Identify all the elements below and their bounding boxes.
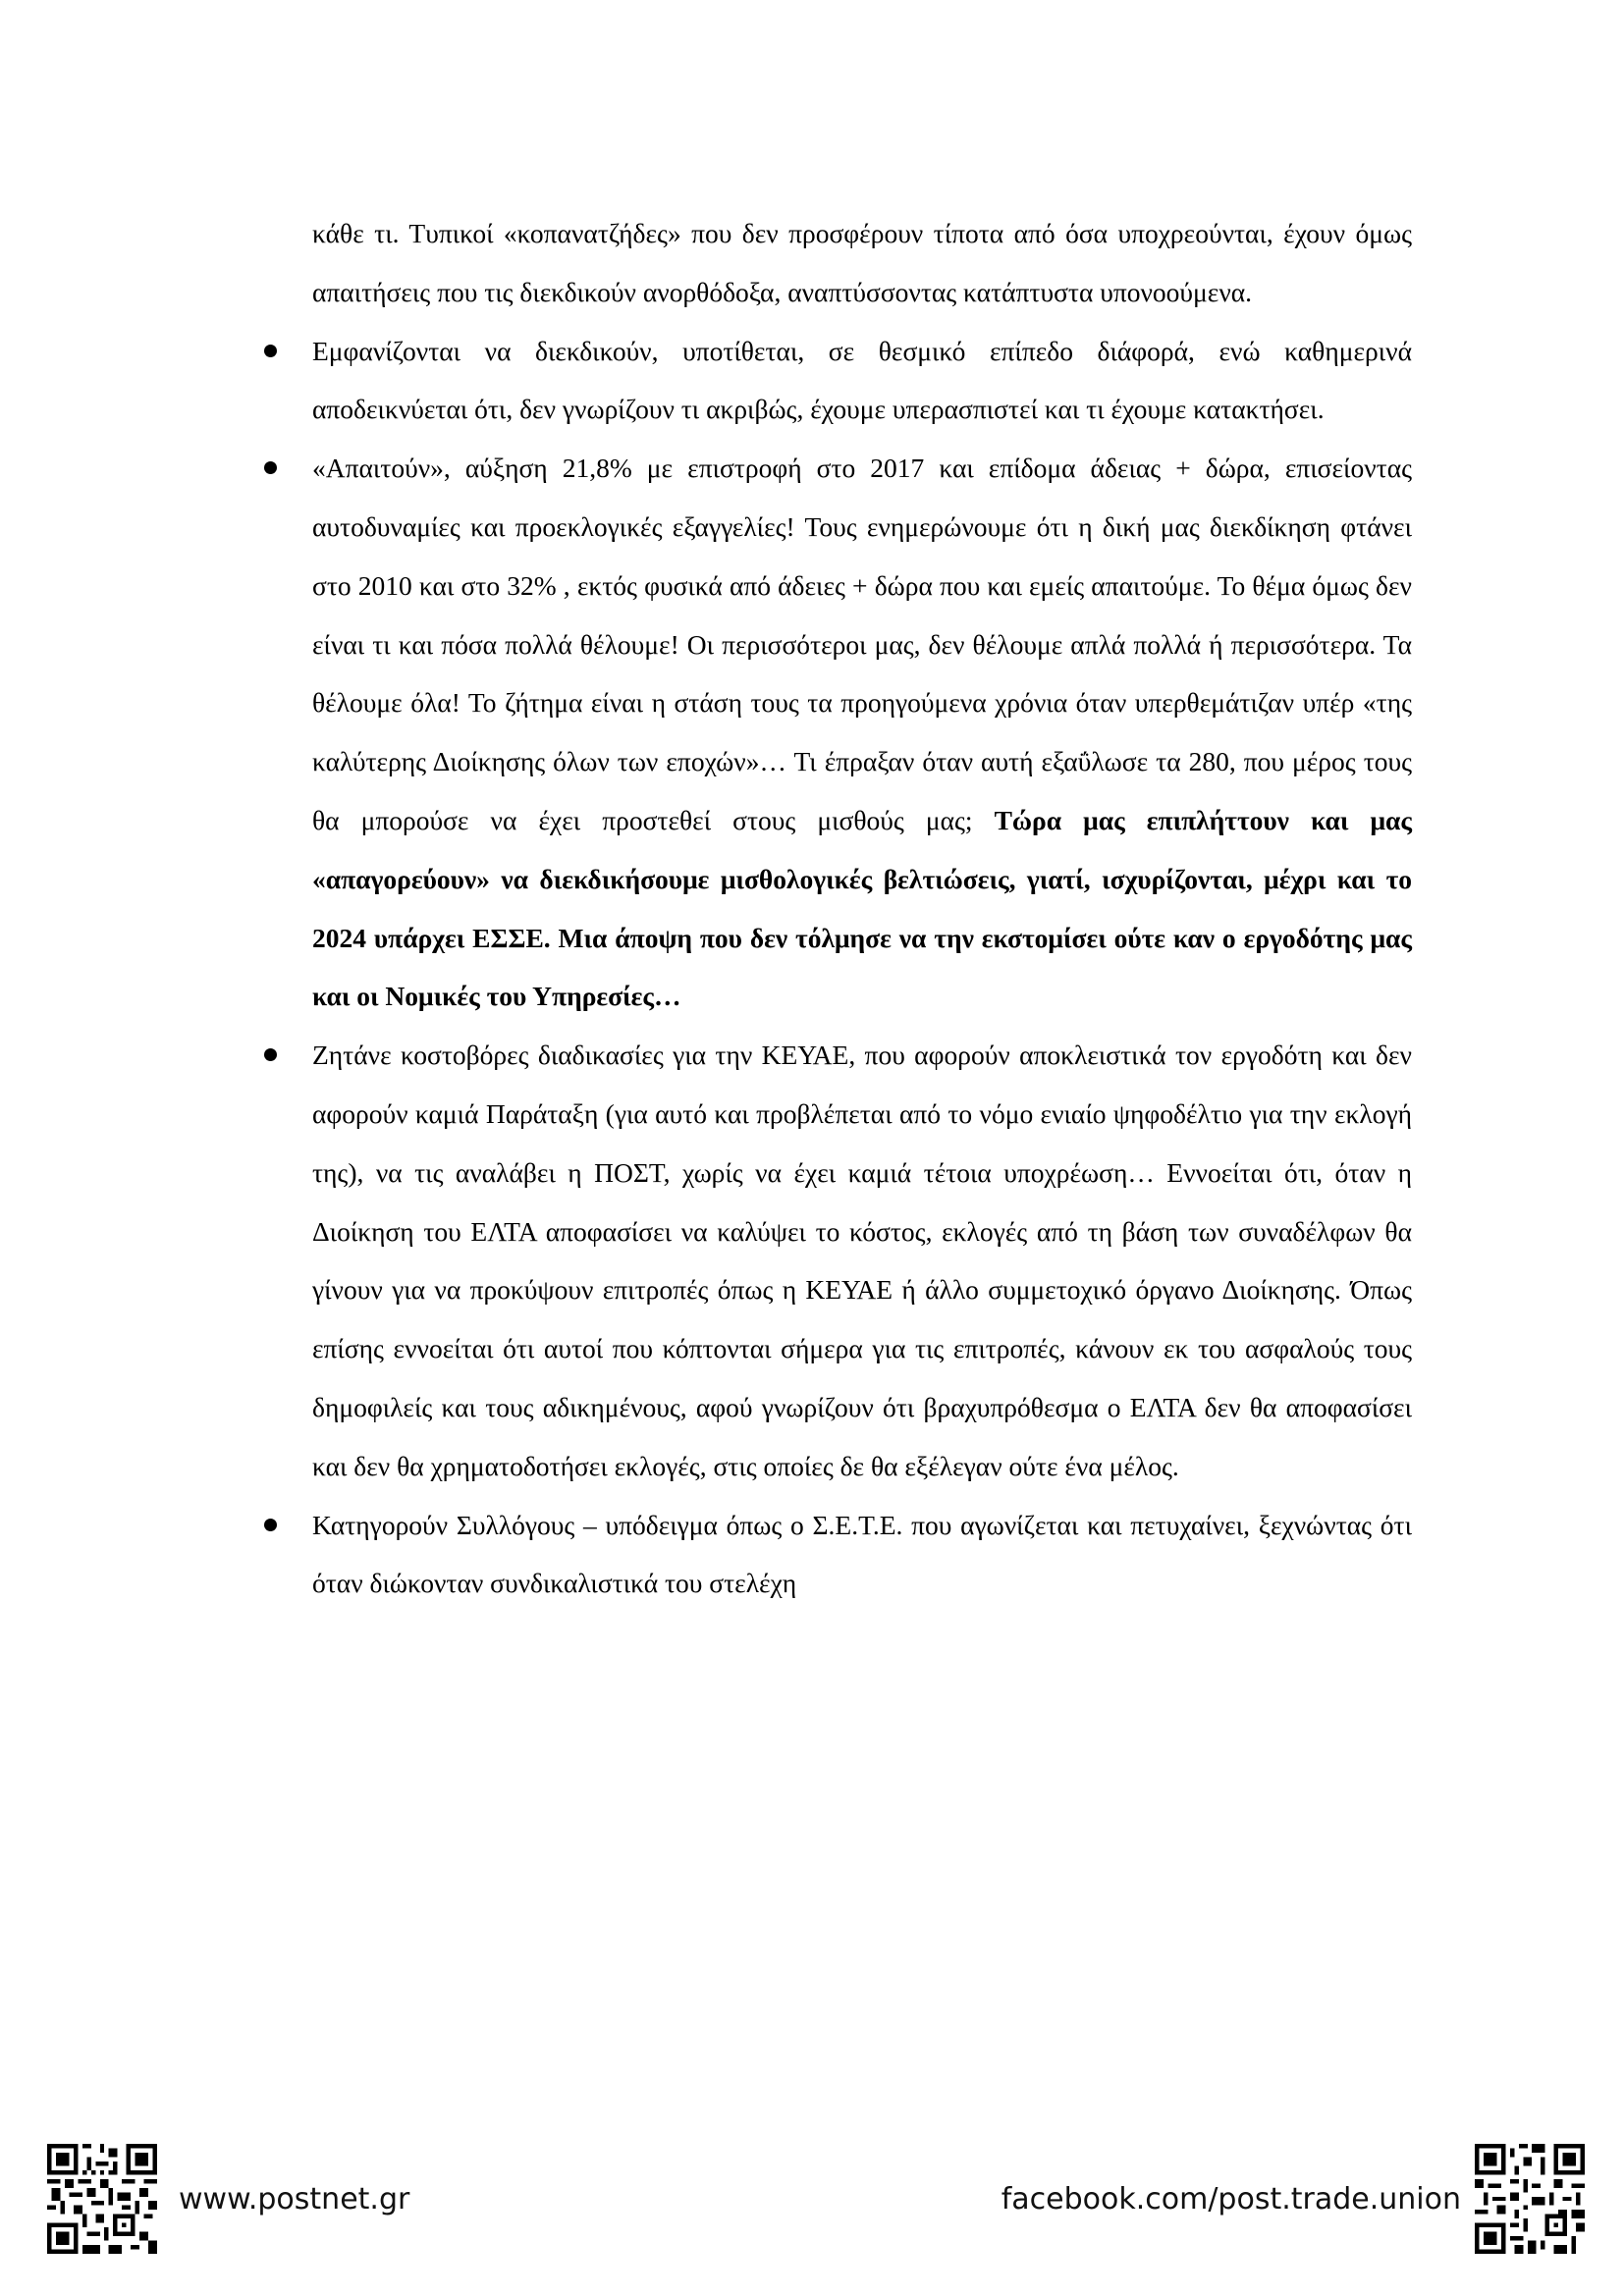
bullet-item bbox=[312, 1496, 1412, 1614]
bullet-icon bbox=[264, 345, 277, 357]
bullet-text: «Απαιτούν», αύξηση 21,8% με επιστροφή στο 2017 και επίδομα άδειας + δώρα, επισείοντας αυτοδυναμίες και προεκλογικές εξαγγελίες! Τους ενημερώνουμε ότι η δική μας διεκδίκηση φτάνει στο 2010 και στο 32% , εκτός φυσικά από άδειες + δώρα που και εμείς απαιτούμε. Το θέμα όμως δεν είναι τι και πόσα πολλά θέλουμε! Οι περισσότεροι μας, δεν θέλουμε απλά πολλά ή περισσότερα. Τα θέλουμε όλα! Το ζήτημα είναι η στάση τους τα προηγούμενα χρόνια όταν υπερθεμάτιζαν υπέρ «της καλύτερης Διοίκησης όλων των εποχών»… Τι έπραξαν όταν αυτή εξαΰλωσε τα 280, που μέρος τους θα μπορούσε να έχει προστεθεί στους μισθούς μας; bbox=[312, 453, 1412, 835]
footer-facebook bbox=[1001, 2144, 1585, 2254]
facebook-link[interactable]: facebook.com/post.trade.union bbox=[1001, 2181, 1461, 2216]
qr-code-icon bbox=[47, 2144, 157, 2254]
intro-paragraph: κάθε τι. Τυπικοί «κοπανατζήδες» που δεν προσφέρουν τίποτα από όσα υποχρεούνται, έχουν όμως απαιτήσεις που τις διεκδικούν ανορθόδοξα, αναπτύσσοντας κατάπτυστα υπονοούμενα. bbox=[312, 218, 1412, 307]
bullet-bold-text: Τώρα μας επιπλήττουν και μας «απαγορεύουν» να διεκδικήσουμε μισθολογικές βελτιώσεις, γιατί, ισχυρίζονται, μέχρι και το 2024 υπάρχει ΕΣΣΕ. Μια άποψη που δεν τόλμησε να την εκστομίσει ούτε καν ο εργοδότης μας και οι Νομικές του Υπηρεσίες… bbox=[312, 804, 1412, 1012]
bullet-text: Ζητάνε κοστοβόρες διαδικασίες για την ΚΕΥΑΕ, που αφορούν αποκλειστικά τον εργοδότη και δεν αφορούν καμιά Παράταξη (για αυτό και προβλέπεται από το νόμο ενιαίο ψηφοδέλτιο για την εκλογή της), να τις αναλάβει η ΠΟΣΤ, χωρίς να έχει καμιά τέτοια υποχρέωση… Εννοείται ότι, όταν η Διοίκηση του ΕΛΤΑ αποφασίσει να καλύψει το κόστος, εκλογές από τη βάση των συναδέλφων θα γίνουν για να προκύψουν επιτροπές όπως η ΚΕΥΑΕ ή άλλο συμμετοχικό όργανο Διοίκησης. Όπως επίσης εννοείται ότι αυτοί που κόπτονται σήμερα για τις επιτροπές, κάνουν εκ του ασφαλούς τους δημοφιλείς και τους αδικημένους, αφού γνωρίζουν ότι βραχυπρόθεσμα ο ΕΛΤΑ δεν θα αποφασίσει και δεν θα χρηματοδοτήσει εκλογές, στις οποίες δε θα εξέλεγαν ούτε ένα μέλος. bbox=[312, 1040, 1412, 1481]
bullet-item bbox=[312, 1026, 1412, 1495]
document-body bbox=[312, 204, 1412, 1613]
bullet-icon bbox=[264, 461, 277, 474]
bullet-icon bbox=[264, 1048, 277, 1061]
website-link[interactable]: www.postnet.gr bbox=[179, 2181, 410, 2216]
bullet-text: Εμφανίζονται να διεκδικούν, υποτίθεται, σε θεσμικό επίπεδο διάφορά, ενώ καθημερινά αποδεικνύεται ότι, δεν γνωρίζουν τι ακριβώς, έχουμε υπερασπιστεί και τι έχουμε κατακτήσει. bbox=[312, 335, 1412, 425]
bullet-item bbox=[312, 322, 1412, 440]
bullet-item bbox=[312, 439, 1412, 1026]
bullet-text: Κατηγορούν Συλλόγους – υπόδειγμα όπως ο Σ.Ε.Τ.Ε. που αγωνίζεται και πετυχαίνει, ξεχνώντας ότι όταν διώκονταν συνδικαλιστικά του στελέχη bbox=[312, 1509, 1412, 1599]
footer-website bbox=[47, 2144, 409, 2254]
qr-code-icon bbox=[1475, 2144, 1585, 2254]
bullet-icon bbox=[264, 1519, 277, 1531]
